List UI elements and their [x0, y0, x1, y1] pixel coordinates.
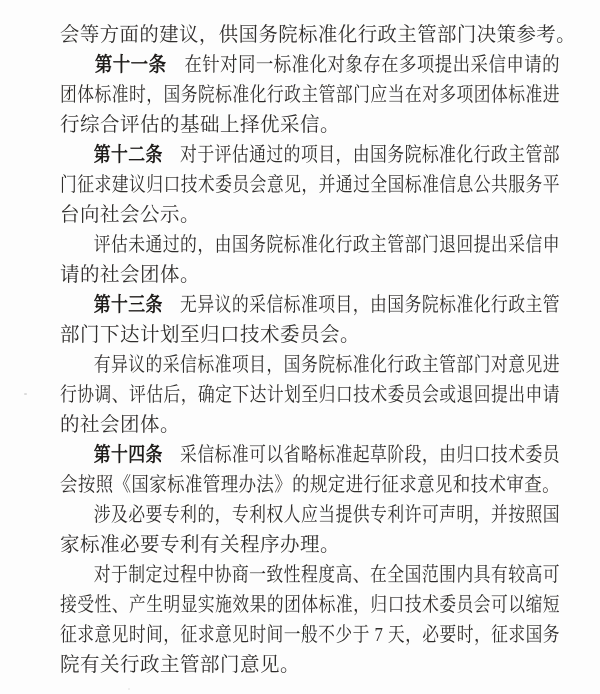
text-line [60, 530, 560, 560]
text-line [60, 560, 560, 590]
line-text: 门征求建议归口技术委员会意见，并通过全国标准信息公共服务平 [60, 174, 560, 196]
paragraph-indent [60, 460, 94, 461]
text-line-content [60, 200, 200, 230]
text-line [60, 110, 560, 140]
text-line [60, 590, 560, 620]
paragraph-indent [60, 310, 94, 311]
text-line [60, 440, 560, 470]
text-line [60, 470, 560, 500]
text-line-content [60, 440, 560, 470]
text-line [60, 350, 560, 380]
line-text: 对于评估通过的项目，由国务院标准化行政主管部 [162, 144, 560, 166]
paragraph-indent [60, 160, 94, 161]
text-line [60, 260, 560, 290]
line-text: 会按照《国家标准管理办法》的规定进行征求意见和技术审查。 [60, 474, 560, 496]
scan-speck [128, 688, 130, 690]
line-text: 评估未通过的，由国务院标准化行政主管部门退回提出采信申 [93, 234, 560, 256]
text-line-content [60, 20, 576, 50]
text-line [60, 200, 560, 230]
line-text: 会等方面的建议，供国务院标准化行政主管部门决策参考。 [60, 24, 576, 46]
text-line-content [60, 170, 560, 200]
article-number: 第十一条 [94, 54, 167, 76]
text-line [60, 290, 560, 320]
text-line [60, 170, 560, 200]
line-text: 有异议的采信标准项目，国务院标准化行政主管部门对意见进 [93, 354, 560, 376]
text-line [60, 620, 560, 650]
line-text: 无异议的采信标准项目，由国务院标准化行政主管 [162, 294, 560, 316]
line-text: 台向社会公示。 [60, 204, 200, 226]
text-line-content [60, 590, 560, 620]
paragraph-indent [60, 250, 94, 251]
line-text: 的社会团体。 [60, 414, 180, 436]
document-text-block [60, 20, 576, 680]
text-line-content [60, 650, 300, 680]
line-text: 对于制定过程中协商一致性程度高、在全国范围内具有较高可 [93, 564, 560, 586]
line-text: 请的社会团体。 [60, 264, 200, 286]
line-text: 在针对同一标准化对象存在多项提出采信申请的 [166, 54, 560, 76]
scan-speck [24, 393, 27, 395]
paragraph-indent [60, 580, 94, 581]
article-number: 第十二条 [93, 144, 163, 166]
text-line-content [60, 140, 560, 170]
text-line-content [60, 380, 560, 410]
line-text: 行综合评估的基础上择优采信。 [60, 114, 340, 136]
text-line [60, 50, 560, 80]
text-line-content [60, 50, 560, 80]
text-line [60, 230, 560, 260]
line-text: 家标准必要专利有关程序办理。 [60, 534, 340, 556]
text-line-content [60, 350, 560, 380]
line-text: 涉及必要专利的，专利权人应当提供专利许可声明，并按照国 [93, 504, 560, 526]
line-text: 行协调、评估后，确定下达计划至归口技术委员会或退回提出申请 [60, 384, 560, 406]
text-line-content [60, 530, 340, 560]
text-line-content [60, 260, 200, 290]
text-line [60, 140, 560, 170]
text-line-content [60, 560, 560, 590]
text-line [60, 410, 560, 440]
text-line [60, 500, 560, 530]
article-number: 第十四条 [93, 444, 163, 466]
text-line [60, 20, 576, 50]
paragraph-indent [60, 370, 94, 371]
text-line-content [60, 500, 560, 530]
line-text: 院有关行政主管部门意见。 [60, 654, 300, 676]
text-line [60, 80, 560, 110]
paragraph-indent [60, 520, 94, 521]
text-line-content [60, 110, 340, 140]
line-text: 部门下达计划至归口技术委员会。 [60, 324, 360, 346]
text-line-content [60, 470, 560, 500]
text-line [60, 650, 560, 680]
line-text: 采信标准可以省略标准起草阶段，由归口技术委员 [162, 444, 560, 466]
text-line-content [60, 410, 180, 440]
article-number: 第十三条 [93, 294, 163, 316]
text-line-content [60, 620, 560, 650]
text-line-content [60, 320, 360, 350]
paragraph-indent [60, 70, 95, 71]
text-line [60, 320, 560, 350]
line-text: 征求意见时间，征求意见时间一般不少于 7 天，必要时，征求国务 [60, 624, 560, 646]
text-line-content [60, 230, 560, 260]
line-text: 团体标准时，国务院标准化行政主管部门应当在对多项团体标准进 [60, 84, 560, 106]
text-line-content [60, 290, 560, 320]
text-line-content [60, 80, 560, 110]
line-text: 接受性、产生明显实施效果的团体标准，归口技术委员会可以缩短 [60, 594, 560, 616]
text-line [60, 380, 560, 410]
